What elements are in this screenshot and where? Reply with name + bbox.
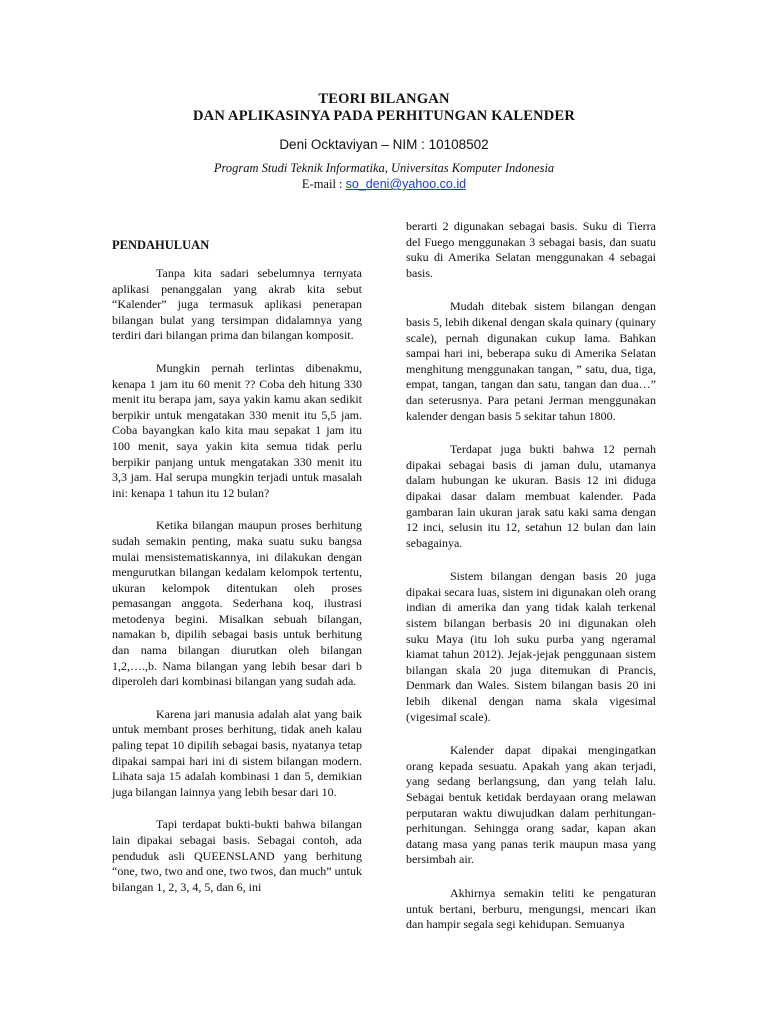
left-column [112, 266, 362, 895]
paragraph: Tapi terdapat bukti-bukti bahwa bilangan lain dipakai sebagai basis. Sebagai contoh, ada penduduk asli QUEENSLAND yang berhitung “one, two, two and one, two twos, dan much” untuk bilangan 1, 2, 3, 4, 5, dan 6, ini [112, 817, 362, 894]
author-line: Deni Ocktaviyan – NIM : 10108502 [279, 137, 489, 152]
paragraph: Sistem bilangan dengan basis 20 juga dipakai secara luas, sistem ini digunakan oleh orang indian di amerika dan yang tidak kalah terkenal sistem bilangan berbasis 20 ini digunakan oleh suku Maya (itu loh suku purba yang ngeramal kiamat tahun 2012). Jejak-jejak penggunaan sistem bilangan skala 20 juga ditemukan di Prancis, Denmark dan Wales. Sistem bilangan basis 20 ini lebih dikenal dengan nama skala vigesimal (vigesimal scale). [406, 569, 656, 724]
paragraph: Akhirnya semakin teliti ke pengaturan untuk bertani, berburu, mengungsi, mencari ikan dan hampir segala segi kehidupan. Semuanya [406, 885, 656, 932]
right-column [406, 219, 656, 933]
paragraph: Mudah ditebak sistem bilangan dengan basis 5, lebih dikenal dengan skala quinary (quinary scale), pernah digunakan cukup lama. Bahkan sampai hari ini, beberapa suku di Amerika Selatan menghitung menggunakan tangan, ” satu, dua, tiga, empat, tangan, tangan dan satu, tangan dan dua…” dan seterusnya. Para petani Jerman menggunakan kalender dengan basis 5 sekitar tahun 1800. [406, 299, 656, 423]
affiliation: Program Studi Teknik Informatika, Universitas Komputer Indonesia [213, 161, 555, 175]
title-line-1: TEORI BILANGAN [318, 91, 450, 107]
paragraph: Karena jari manusia adalah alat yang baik untuk membant proses berhitung, tidak aneh kalau paling tepat 10 dipilih sebagai basis, nyatanya tetap dipakai sampai hari ini di sistem bilangan modern. Lihata saja 15 adalah kombinasi 1 dan 5, demikian juga bilangan lainnya yang lebih besar dari 10. [112, 706, 362, 799]
paragraph: Kalender dapat dipakai mengingatkan orang kepada sesuatu. Apakah yang akan terjadi, yang sedang berlangsung, dan yang telah lalu. Sebagai bentuk ketidak berdayaan orang melawan perputaran waktu diwujudkan dalam perhitungan-perhitungan. Sehingga orang sadar, kapan akan datang masa yang panas terik maupun masa yang bersimbah air. [406, 743, 656, 867]
paragraph: Terdapat juga bukti bahwa 12 pernah dipakai sebagai basis di jaman dulu, utamanya dalam hubungan ke ukuran. Basis 12 ini diduga dipakai dasar dalam membuat kalender. Pada gambaran lain ukuran jarak satu kaki sama dengan 12 inci, selusin itu 12, setahun 12 bulan dan lain sebagainya. [406, 442, 656, 550]
email-label: E-mail : [301, 177, 346, 191]
email-line [0, 177, 768, 192]
paragraph: Mungkin pernah terlintas dibenakmu, kenapa 1 jam itu 60 menit ?? Coba deh hitung 330 menit itu berapa jam, saya yakin kamu akan sedikit berpikir untuk mengatakan 330 menit itu 5,5 jam. Coba bayangkan kalo kita mau sepakat 1 jam itu 100 menit, saya yakin kita semua tidak perlu berpikir panjang untuk mengatakan 330 menit itu 3,3 jam. Hal serupa mungkin terjadi untuk masalah ini: kenapa 1 tahun itu 12 bulan? [112, 360, 362, 500]
email-link[interactable]: so_deni@yahoo.co.id [345, 177, 467, 191]
section-heading: PENDAHULUAN [112, 238, 210, 252]
paragraph: Ketika bilangan maupun proses berhitung sudah semakin penting, maka suatu suku bangsa mulai mensistematiskannya, ini dilakukan dengan mengurutkan bilangan kedalam kelompok tertentu, ukuran kelompok ditentukan oleh proses pemasangan anggota. Sederhana koq, ilustrasi metodenya begini. Misalkan sebuah bilangan, namakan b, dipilih sebagai basis untuk berhitung dan nama bilangan diurutkan oleh bilangan 1,2,….,b. Nama bilangan yang lebih besar dari b diperoleh dari kombinasi bilangan yang sudah ada. [112, 518, 362, 689]
title-line-2: DAN APLIKASINYA PADA PERHITUNGAN KALENDER [192, 108, 576, 124]
paragraph: berarti 2 digunakan sebagai basis. Suku di Tierra del Fuego menggunakan 3 sebagai basis, dan suatu suku di Amerika Selatan menggunakan 4 sebagai basis. [406, 219, 656, 280]
paragraph: Tanpa kita sadari sebelumnya ternyata aplikasi penanggalan yang akrab kita sebut “Kalender” juga termasuk aplikasi penerapan bilangan bulat yang tersimpan didalamnya yang terdiri dari bilangan prima dan bilangan komposit. [112, 266, 362, 343]
